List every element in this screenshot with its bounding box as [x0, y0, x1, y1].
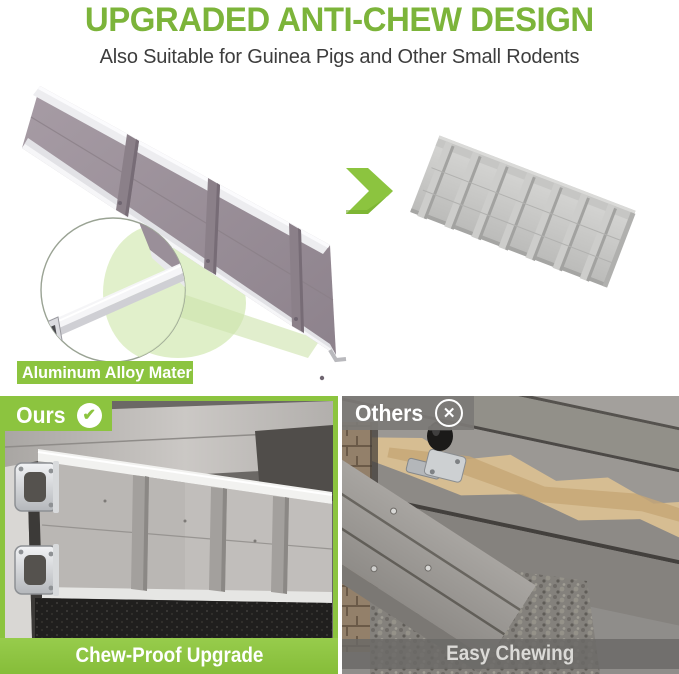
others-badge: [342, 396, 474, 430]
arrow-right-icon: [346, 168, 393, 214]
callout-label: Aluminum Alloy Material: [17, 361, 193, 384]
hinge-icon: [15, 461, 59, 513]
hinge-icon: [15, 544, 59, 596]
others-panel: [342, 396, 679, 674]
page-title: UPGRADED ANTI-CHEW DESIGN: [85, 1, 594, 39]
ours-photo-illustration: [5, 401, 333, 638]
page-subtitle: Also Suitable for Guinea Pigs and Other Small Rodents: [99, 46, 580, 68]
others-photo-illustration: [342, 396, 679, 674]
check-icon: ✔: [77, 403, 102, 428]
ours-caption: Chew-Proof Upgrade: [75, 644, 263, 667]
showcase-section: [0, 78, 679, 396]
showcase-illustration: [0, 78, 679, 396]
header: [0, 0, 679, 69]
ours-caption-bar: [0, 638, 338, 674]
others-badge-label: Others: [354, 399, 424, 426]
ours-photo: [5, 401, 333, 638]
upgraded-ramp-illustration: [410, 135, 637, 288]
others-caption-bar: [342, 639, 679, 669]
ours-badge: [5, 399, 112, 431]
ours-panel: [0, 396, 338, 674]
cross-icon: ✕: [435, 399, 463, 427]
ours-badge-label: Ours: [16, 401, 66, 428]
others-caption: Easy Chewing: [446, 642, 575, 665]
